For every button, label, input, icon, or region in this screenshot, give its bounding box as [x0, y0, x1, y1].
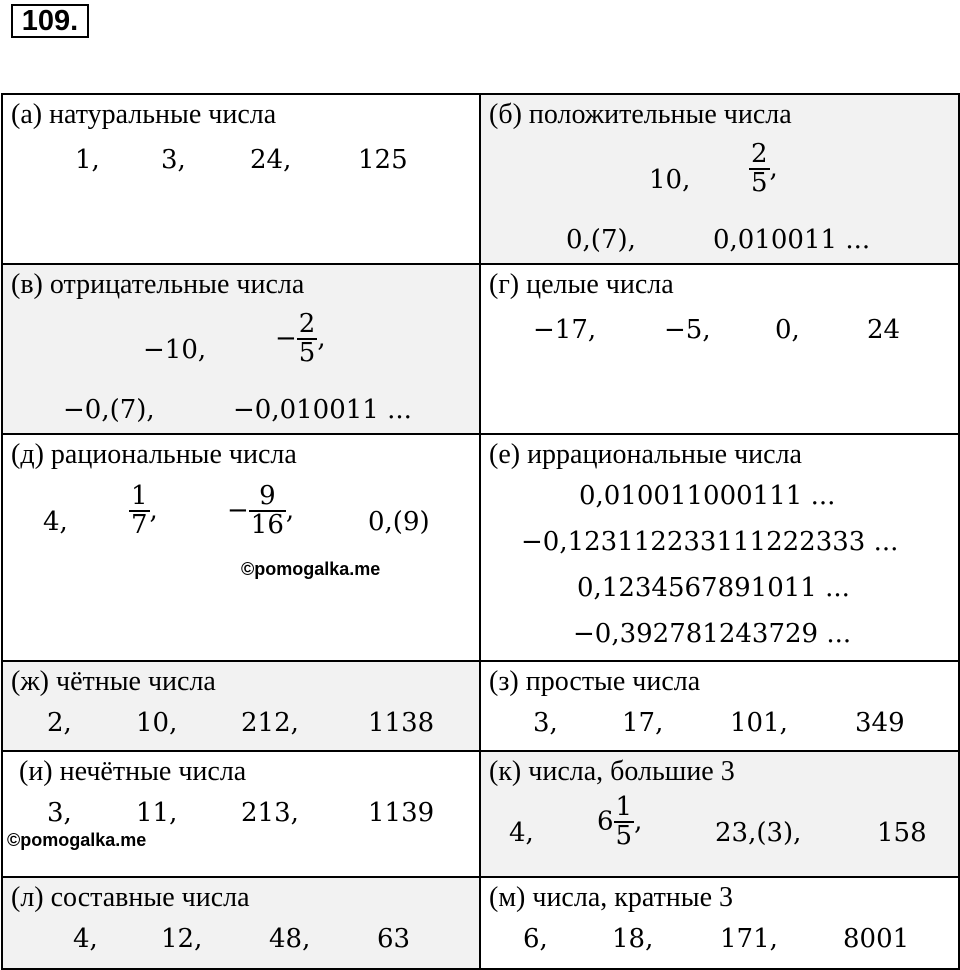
fraction-denominator: 16	[250, 510, 284, 541]
cell-odd	[2, 751, 480, 877]
watermark: ©pomogalka.me	[241, 559, 381, 579]
value-item: −17,	[533, 315, 597, 345]
fraction-denominator: 5	[615, 821, 633, 852]
cell-title: (д) рациональные числа	[11, 439, 297, 470]
separator: ,	[285, 495, 295, 526]
value-item: −10,	[143, 335, 207, 365]
cell-title: (б) положительные числа	[489, 99, 792, 130]
value-item: 4,	[43, 507, 68, 537]
value-item: 6,	[523, 924, 548, 954]
value-item: 8001	[843, 924, 910, 954]
cell-title: (к) числа, большие 3	[489, 756, 735, 787]
value-item: −0,010011 ...	[233, 395, 412, 425]
value-item: 4,	[73, 924, 98, 954]
fraction-numerator: 2	[751, 139, 768, 169]
value-item: −0,392781243729 ...	[573, 619, 852, 649]
value-item: 0,1234567891011 ...	[577, 573, 850, 603]
value-item: 1139	[368, 798, 435, 828]
value-item: 3,	[47, 798, 72, 828]
value-item: 349	[855, 708, 905, 738]
watermark: ©pomogalka.me	[7, 830, 147, 850]
minus-sign: −	[275, 323, 297, 354]
value-item: 17,	[622, 708, 664, 738]
cell-negative	[2, 264, 480, 434]
value-item: 3,	[161, 145, 186, 175]
separator: ,	[149, 495, 158, 526]
number-sets-table	[1, 93, 960, 970]
value-item: 48,	[269, 924, 311, 954]
value-item: 10,	[136, 708, 178, 738]
value-item: 2,	[47, 708, 72, 738]
separator: ,	[769, 153, 778, 184]
value-item: 0,010011 ...	[713, 225, 871, 255]
cell-composite	[2, 877, 480, 969]
fraction-numerator: 9	[259, 481, 276, 511]
cell-title: (в) отрицательные числа	[11, 269, 305, 300]
cell-positive	[480, 94, 959, 264]
cell-natural	[2, 94, 480, 264]
cell-title: (л) составные числа	[11, 882, 250, 913]
fraction-numerator: 1	[131, 481, 148, 511]
value-item: 18,	[612, 924, 654, 954]
value-item: 212,	[241, 708, 299, 738]
value-item: 10,	[649, 165, 691, 195]
cell-integers	[480, 264, 959, 434]
value-item: 24	[867, 315, 901, 345]
cell-irrational	[480, 434, 959, 661]
separator: ,	[317, 323, 326, 354]
cell-title: (е) иррациональные числа	[489, 439, 802, 470]
value-item: 0,(9)	[368, 507, 430, 537]
value-item: 101,	[730, 708, 788, 738]
fraction-numerator: 2	[298, 309, 316, 339]
value-item: −0,(7),	[63, 395, 155, 425]
value-item: 12,	[161, 924, 203, 954]
cell-title: (м) числа, кратные 3	[489, 882, 734, 913]
cell-title: (ж) чётные числа	[11, 666, 216, 697]
fraction-denominator: 5	[751, 168, 768, 199]
fraction-value	[227, 483, 294, 540]
minus-sign: −	[227, 495, 249, 526]
value-item: 0,(7),	[566, 225, 636, 255]
mixed-whole: 6	[597, 806, 614, 837]
value-item: 0,	[775, 315, 800, 345]
value-item: 0,010011000111 ...	[579, 481, 836, 511]
fraction-value	[749, 141, 778, 198]
value-item: 171,	[720, 924, 778, 954]
value-item: 63	[377, 924, 411, 954]
fraction-value	[275, 311, 326, 368]
cell-even	[2, 661, 480, 751]
value-item: −0,123112233111222333 ...	[521, 527, 899, 557]
cell-title: (з) простые числа	[489, 666, 701, 697]
value-item: 1,	[75, 145, 100, 175]
value-item: 125	[358, 145, 408, 175]
fraction-numerator: 1	[615, 792, 633, 822]
fraction-denominator: 7	[131, 510, 148, 541]
value-item: −5,	[664, 315, 711, 345]
value-item: 24,	[250, 145, 292, 175]
value-item: 4,	[509, 818, 534, 848]
value-item: 3,	[533, 708, 558, 738]
mixed-number-value	[597, 794, 642, 851]
value-item: 158	[877, 818, 927, 848]
value-item: 11,	[136, 798, 178, 828]
fraction-value	[129, 483, 158, 540]
cell-greater-than-3	[480, 751, 959, 877]
cell-rational	[2, 434, 480, 661]
cell-multiples-of-3	[480, 877, 959, 969]
cell-prime	[480, 661, 959, 751]
value-item: 23,(3),	[715, 818, 802, 848]
cell-title: (г) целые числа	[489, 269, 674, 300]
cell-title: (и) нечётные числа	[19, 756, 247, 787]
value-item: 1138	[368, 708, 435, 738]
fraction-denominator: 5	[298, 338, 316, 369]
cell-title: (а) натуральные числа	[11, 99, 277, 130]
problem-number: 109.	[11, 4, 89, 38]
separator: ,	[634, 806, 643, 837]
value-item: 213,	[241, 798, 299, 828]
